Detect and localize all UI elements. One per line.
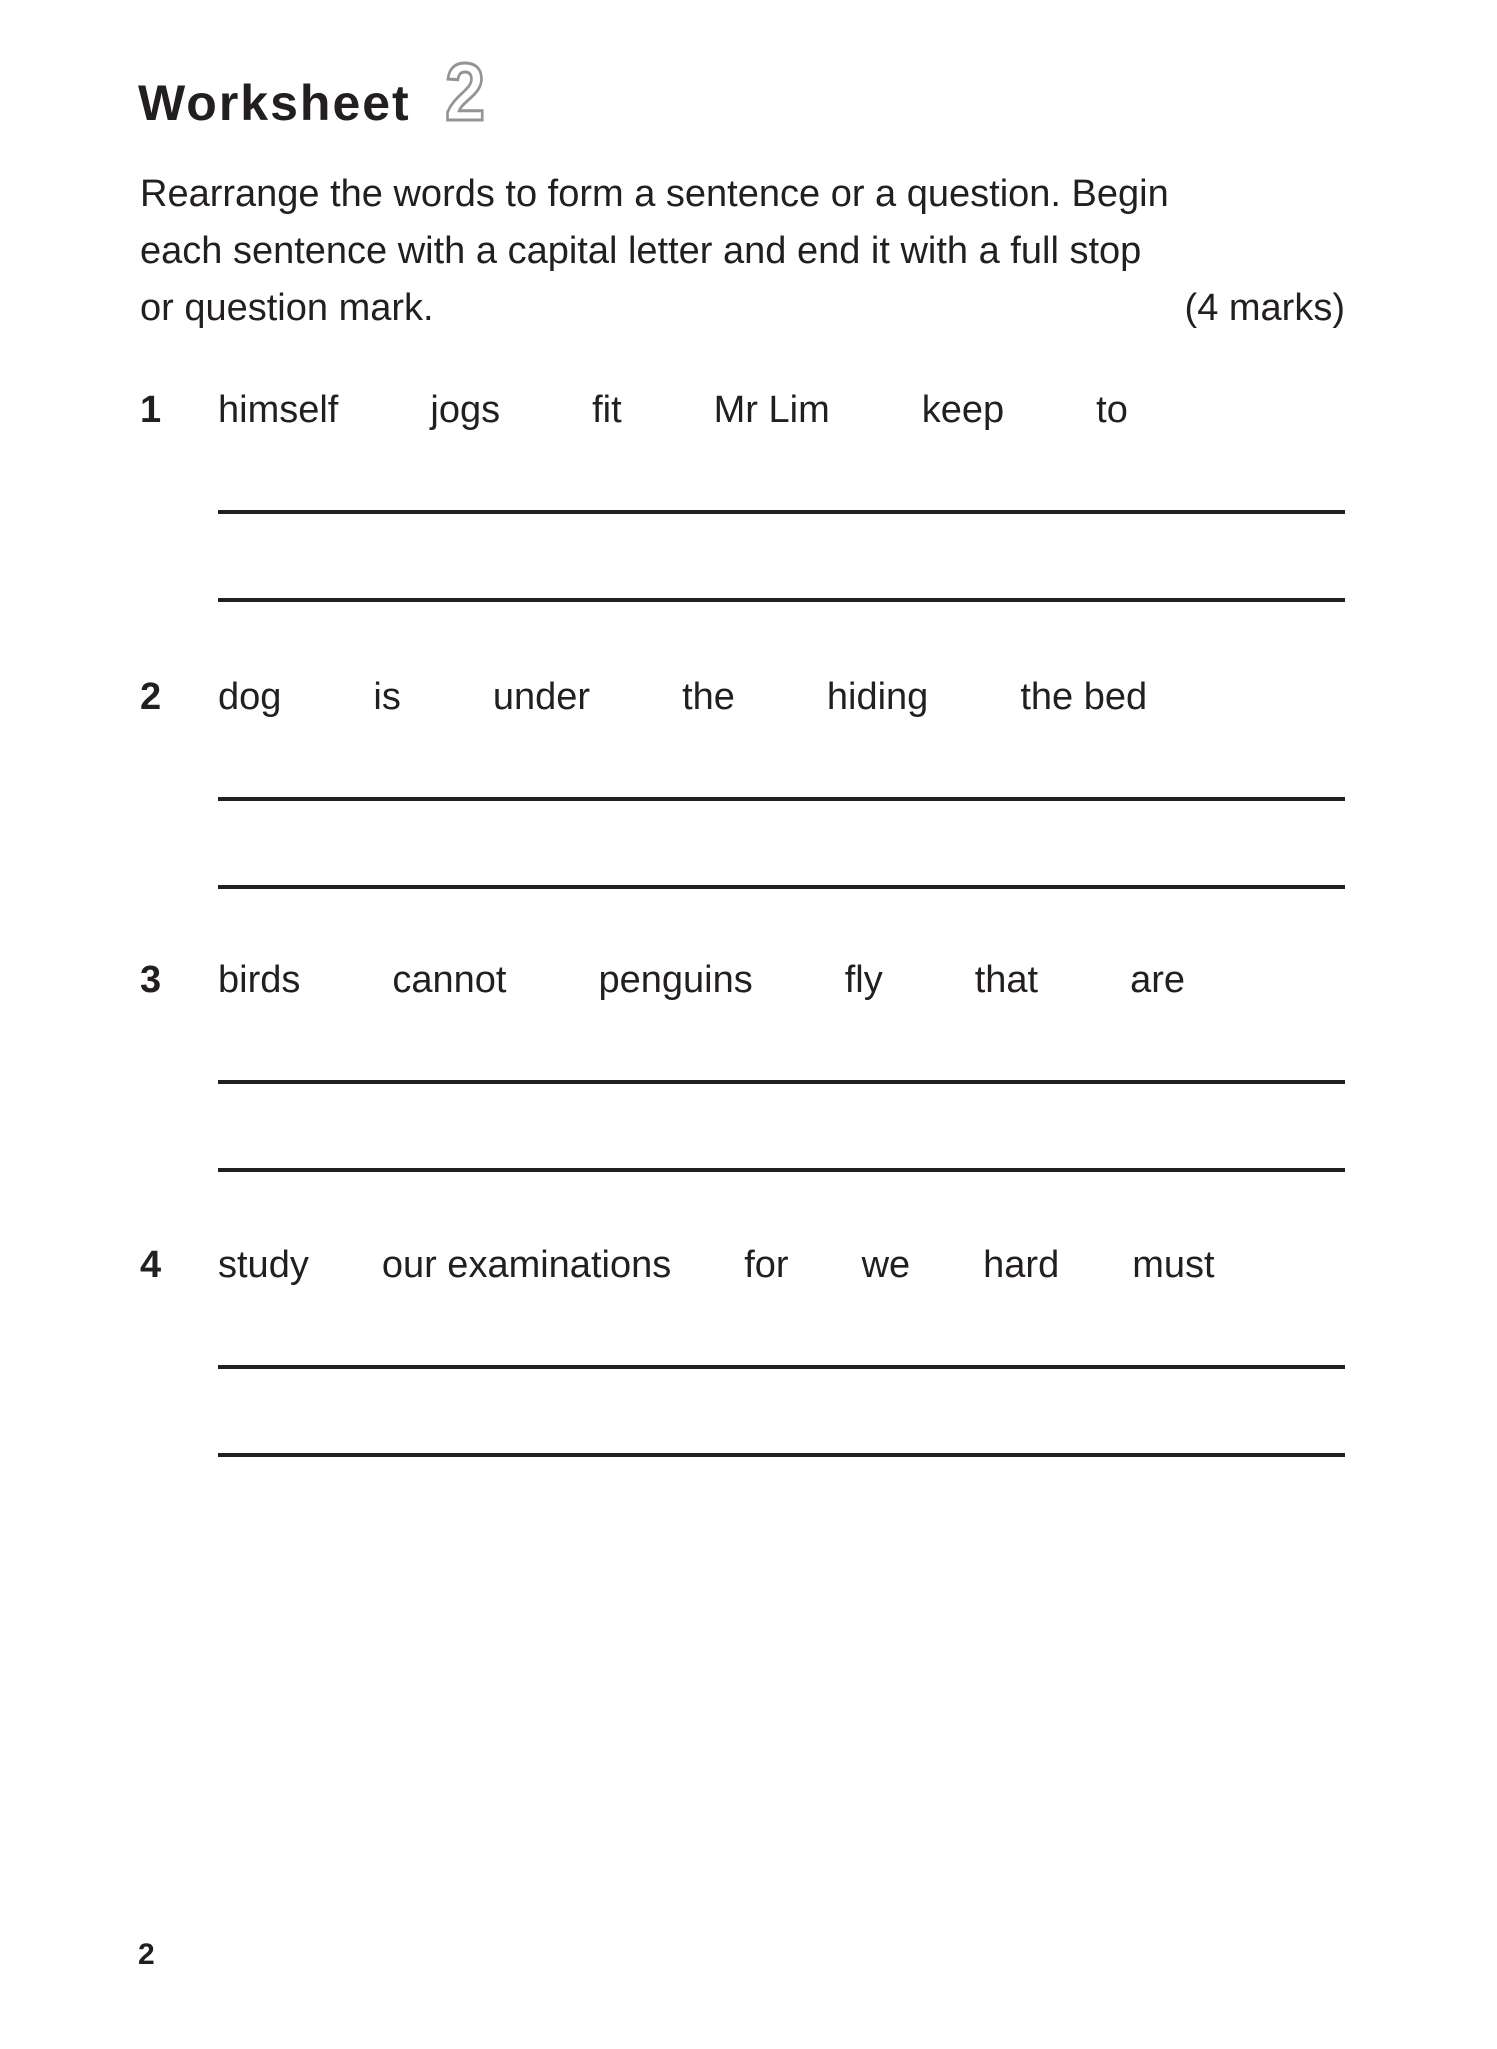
answer-line: [218, 885, 1345, 889]
scrambled-words: [218, 385, 1128, 435]
worksheet-number: 2: [444, 47, 485, 138]
worksheet-title: Worksheet: [138, 75, 411, 131]
marks-label: (4 marks): [1184, 287, 1345, 329]
scrambled-word: fly: [844, 959, 883, 1001]
answer-line: [218, 797, 1345, 801]
scrambled-word: cannot: [392, 959, 507, 1001]
scrambled-word: hard: [983, 1244, 1060, 1286]
page-number: 2: [138, 1938, 155, 1971]
scrambled-word: Mr Lim: [713, 389, 830, 431]
question-item-1: [140, 385, 1345, 635]
scrambled-word: the: [682, 676, 735, 718]
scrambled-word: we: [861, 1244, 911, 1286]
question-number: 4: [140, 1244, 162, 1286]
scrambled-word: birds: [218, 959, 301, 1001]
scrambled-word: must: [1132, 1244, 1215, 1286]
answer-line: [218, 510, 1345, 514]
question-item-3: [140, 955, 1345, 1205]
scrambled-word: to: [1096, 389, 1128, 431]
question-row: [140, 385, 1345, 435]
scrambled-word: himself: [218, 389, 339, 431]
question-number: 3: [140, 959, 162, 1001]
scrambled-word: fit: [592, 389, 622, 431]
scrambled-words: [218, 672, 1147, 722]
answer-line: [218, 1168, 1345, 1172]
scrambled-word: dog: [218, 676, 282, 718]
answer-line: [218, 1080, 1345, 1084]
scrambled-word: jogs: [430, 389, 501, 431]
scrambled-word: under: [492, 676, 591, 718]
scrambled-word: study: [218, 1244, 309, 1286]
question-item-2: [140, 672, 1345, 922]
scrambled-word: keep: [921, 389, 1005, 431]
scrambled-word: that: [974, 959, 1039, 1001]
answer-line: [218, 1453, 1345, 1457]
scrambled-word: for: [744, 1244, 789, 1286]
scrambled-word: are: [1130, 959, 1186, 1001]
scrambled-word: the bed: [1020, 676, 1148, 718]
instruction-line: [140, 280, 1345, 337]
answer-line: [218, 598, 1345, 602]
page-header: [138, 47, 490, 138]
instruction-line-text: or question mark.: [140, 287, 434, 329]
instruction-line: Rearrange the words to form a sentence or a question. Begin: [140, 173, 1169, 215]
scrambled-words: [218, 1240, 1215, 1290]
question-row: [140, 1240, 1345, 1290]
question-row: [140, 955, 1345, 1005]
scrambled-words: [218, 955, 1185, 1005]
question-item-4: [140, 1240, 1345, 1490]
scrambled-word: our examinations: [381, 1244, 672, 1286]
question-number: 2: [140, 676, 162, 718]
scrambled-word: hiding: [826, 676, 929, 718]
scrambled-word: is: [373, 676, 401, 718]
scrambled-word: penguins: [598, 959, 753, 1001]
answer-line: [218, 1365, 1345, 1369]
instruction-line: each sentence with a capital letter and end it with a full stop: [140, 230, 1142, 272]
instructions: [140, 166, 1345, 337]
question-row: [140, 672, 1345, 722]
question-number: 1: [140, 389, 162, 431]
